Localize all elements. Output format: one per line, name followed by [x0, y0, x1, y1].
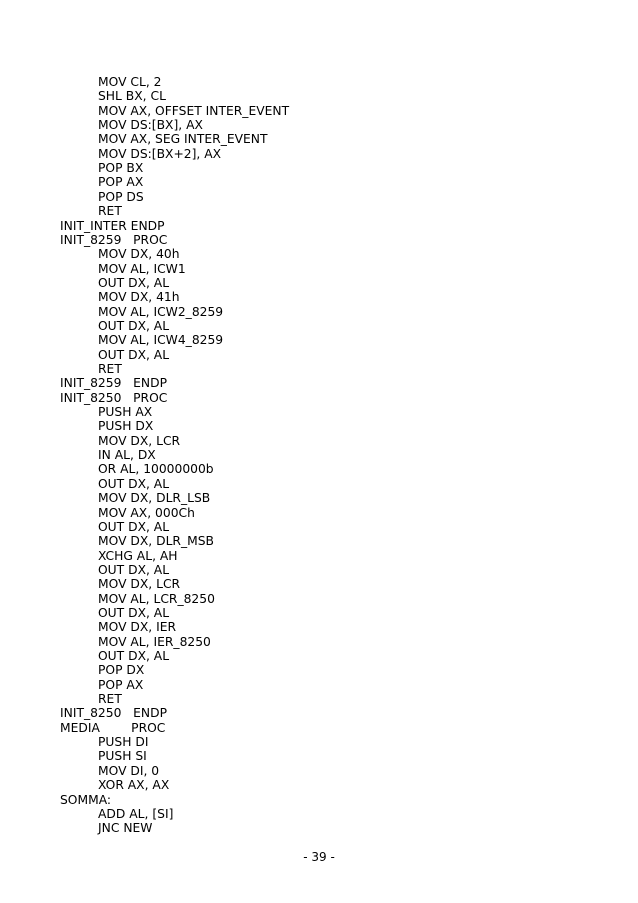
code-line: OUT DX, AL	[98, 476, 170, 491]
code-line: OUT DX, AL	[98, 519, 170, 534]
code-line: POP AX	[98, 677, 144, 692]
code-line: SOMMA:	[60, 792, 112, 807]
code-line: OUT DX, AL	[98, 275, 170, 290]
code-line: PUSH AX	[98, 405, 153, 420]
code-line: MOV AX, 000Ch	[98, 505, 195, 520]
code-line: XCHG AL, AH	[98, 548, 178, 563]
code-line: MOV AL, ICW4_8259	[98, 333, 224, 348]
code-line: MOV AL, ICW1	[98, 261, 186, 276]
code-line: MOV AX, SEG INTER_EVENT	[98, 132, 268, 147]
code-line: INIT_8250 PROC	[60, 390, 168, 405]
code-line: IN AL, DX	[98, 448, 156, 463]
code-line: MOV DX, LCR	[98, 433, 181, 448]
code-line: OUT DX, AL	[98, 562, 170, 577]
code-line: MOV AL, ICW2_8259	[98, 304, 224, 319]
code-line: OUT DX, AL	[98, 605, 170, 620]
code-line: POP DX	[98, 663, 145, 678]
code-line: MOV CL, 2	[98, 75, 162, 89]
code-line: OR AL, 10000000b	[98, 462, 214, 477]
code-line: POP BX	[98, 161, 144, 176]
code-line: MOV AX, OFFSET INTER_EVENT	[98, 103, 290, 118]
code-line: RET	[98, 692, 122, 707]
code-line: MOV DX, DLR_MSB	[98, 534, 214, 549]
code-line: MOV DX, DLR_LSB	[98, 491, 211, 506]
code-line: MOV DX, 40h	[98, 247, 180, 262]
code-line: MOV DX, 41h	[98, 290, 180, 305]
code-line: MOV DS:[BX+2], AX	[98, 146, 222, 161]
code-line: JNC NEW	[98, 821, 153, 836]
code-line: OUT DX, AL	[98, 318, 170, 333]
code-line: INIT_8250 ENDP	[60, 706, 167, 721]
code-line: POP DS	[98, 189, 144, 204]
code-line: POP AX	[98, 175, 144, 190]
code-line: MOV AL, IER_8250	[98, 634, 211, 649]
code-line: MEDIA PROC	[60, 720, 166, 735]
code-line: MOV DX, LCR	[98, 577, 181, 592]
code-line: INIT_INTER ENDP	[60, 218, 165, 233]
code-line: PUSH SI	[98, 749, 147, 764]
code-line: MOV DX, IER	[98, 620, 177, 635]
code-line: OUT DX, AL	[98, 649, 170, 663]
code-line: PUSH DX	[98, 419, 154, 434]
code-line: MOV AL, LCR_8250	[98, 591, 215, 606]
code-line: MOV DS:[BX], AX	[98, 118, 203, 133]
code-line: RET	[98, 204, 122, 219]
code-line: MOV DI, 0	[98, 763, 160, 778]
code-line: INIT_8259 ENDP	[60, 376, 167, 391]
code-line: SHL BX, CL	[98, 89, 166, 104]
page-number: - 39 -	[303, 850, 335, 864]
code-line: PUSH DI	[98, 735, 149, 750]
code-line: RET	[98, 362, 122, 376]
code-line: OUT DX, AL	[98, 347, 170, 362]
code-line: ADD AL, [SI]	[98, 806, 174, 821]
code-line: XOR AX, AX	[98, 778, 170, 793]
code-line: INIT_8259 PROC	[60, 232, 168, 247]
